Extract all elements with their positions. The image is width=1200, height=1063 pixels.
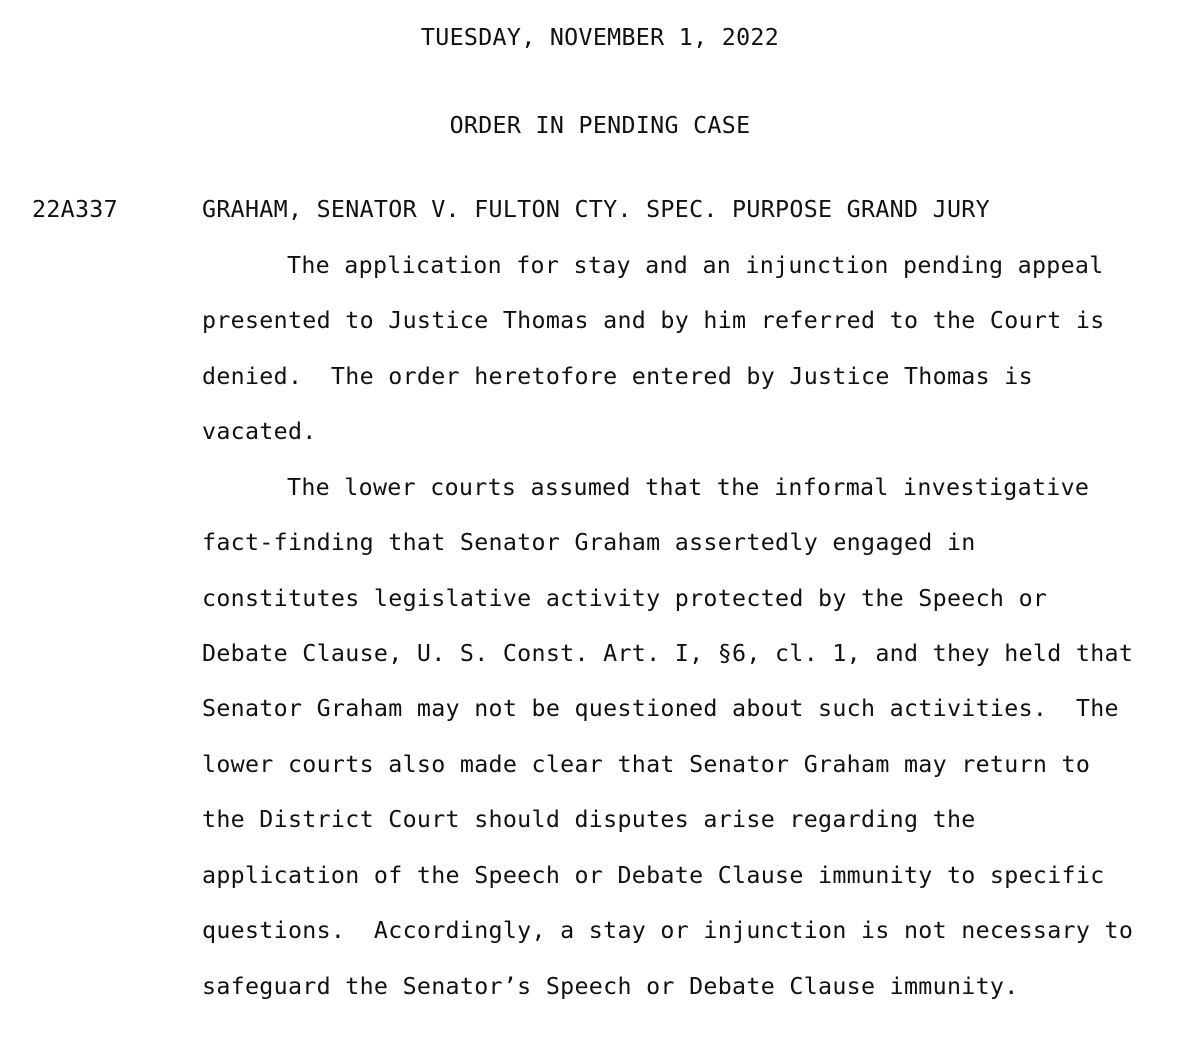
- case-number: 22A337: [32, 196, 118, 223]
- paragraph-line: Debate Clause, U. S. Const. Art. I, §6, cl. 1, and they held that: [202, 640, 1134, 667]
- paragraph-line: safeguard the Senator’s Speech or Debate Clause immunity.: [202, 973, 1019, 1000]
- paragraph-line: lower courts also made clear that Senator Graham may return to: [202, 751, 1091, 778]
- paragraph-line: questions. Accordingly, a stay or injunction is not necessary to: [202, 917, 1134, 944]
- case-caption: GRAHAM, SENATOR V. FULTON CTY. SPEC. PURPOSE GRAND JURY: [202, 196, 990, 223]
- paragraph-line: presented to Justice Thomas and by him referred to the Court is: [202, 307, 1105, 334]
- order-date: TUESDAY, NOVEMBER 1, 2022: [420, 24, 780, 51]
- paragraph-line: denied. The order heretofore entered by Justice Thomas is: [202, 363, 1033, 390]
- section-title: ORDER IN PENDING CASE: [449, 112, 751, 139]
- paragraph-line: The lower courts assumed that the informal investigative: [287, 474, 1090, 501]
- paragraph-line: fact-finding that Senator Graham assertedly engaged in: [202, 529, 976, 556]
- paragraph-line: application of the Speech or Debate Clause immunity to specific: [202, 862, 1105, 889]
- paragraph-line: the District Court should disputes arise regarding the: [202, 806, 976, 833]
- paragraph-line: Senator Graham may not be questioned about such activities. The: [202, 695, 1119, 722]
- paragraph-line: The application for stay and an injunction pending appeal: [287, 252, 1104, 279]
- paragraph-line: constitutes legislative activity protected by the Speech or: [202, 585, 1048, 612]
- paragraph-line: vacated.: [202, 418, 317, 445]
